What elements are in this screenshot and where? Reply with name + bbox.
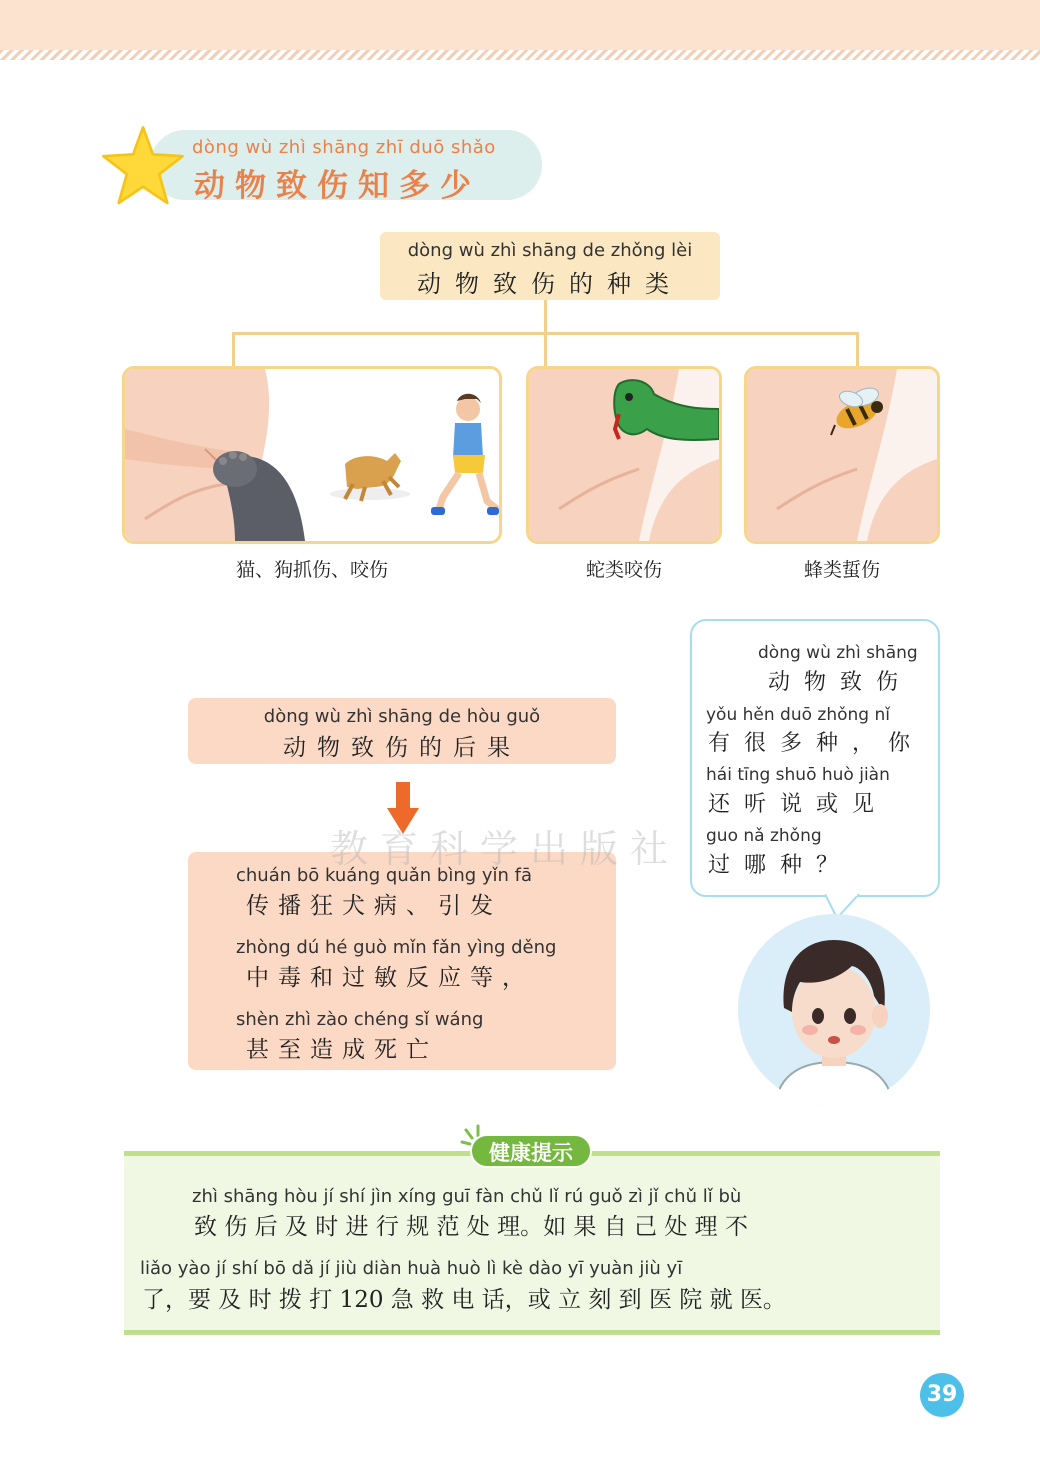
types-box [380, 232, 720, 300]
bubble-text-1: 动物致伤 [768, 670, 913, 695]
effect-pinyin-1: chuán bō kuáng quǎn bìng yǐn fā [236, 865, 533, 886]
health-tip-label: 健康提示 [470, 1134, 592, 1168]
star-icon [98, 122, 188, 212]
effect-text-2: 中毒和过敏反应等， [246, 965, 534, 991]
types-pinyin: dòng wù zhì shāng de zhǒng lèi [407, 240, 693, 261]
connector-middle [544, 332, 547, 368]
tip-text-1: 致 伤 后 及 时 进 行 规 范 处 理。如 果 自 己 处 理 不 [194, 1214, 748, 1240]
card-snake [526, 366, 722, 544]
bubble-pinyin-1: dòng wù zhì shāng [758, 643, 918, 663]
girl-avatar [734, 912, 934, 1108]
card-label-snake: 蛇类咬伤 [585, 559, 662, 581]
effect-pinyin-3: shèn zhì zào chéng sǐ wáng [236, 1009, 484, 1030]
bubble-pinyin-4: guo nǎ zhǒng [706, 826, 822, 846]
bubble-text-2: 有很多种，你 [708, 731, 925, 756]
cat-dog-illustration [125, 369, 499, 541]
page-title: 动物致伤知多少 [194, 168, 481, 204]
consequence-box [188, 698, 616, 764]
effect-pinyin-2: zhòng dú hé guò mǐn fǎn yìng děng [236, 937, 557, 958]
speech-bubble [690, 619, 940, 897]
tip-pinyin-1: zhì shāng hòu jí shí jìn xíng guī fàn chǔ lǐ rú guǒ zì jǐ chǔ lǐ bù [192, 1186, 742, 1207]
bee-illustration [747, 369, 937, 541]
bubble-pinyin-2: yǒu hěn duō zhǒng nǐ [706, 705, 890, 725]
card-bee [744, 366, 940, 544]
title-pinyin: dòng wù zhì shāng zhī duō shǎo [192, 137, 496, 158]
connector-right [856, 332, 859, 368]
page-number: 39 [920, 1373, 964, 1417]
card-label-bee: 蜂类蜇伤 [803, 559, 880, 581]
bubble-pinyin-3: hái tīng shuō huò jiàn [706, 765, 890, 785]
types-heading: 动物致伤的种类 [417, 270, 683, 298]
card-label-cat-dog: 猫、狗抓伤、咬伤 [235, 559, 388, 581]
bubble-text-4: 过哪种？ [708, 853, 853, 878]
snake-illustration [529, 369, 719, 541]
effect-text-3: 甚至造成死亡 [246, 1037, 438, 1063]
consequence-heading: 动物致伤的后果 [283, 735, 521, 761]
top-band [0, 0, 1040, 56]
tip-text-2: 了，要 及 时 拨 打 120 急 救 电 话，或 立 刻 到 医 院 就 医。 [142, 1287, 786, 1313]
publisher-watermark: 教育科学出版社 [330, 827, 681, 871]
bubble-text-3: 还听说或见 [708, 792, 889, 817]
connector-left [232, 332, 235, 368]
effect-text-1: 传播狂犬病、引发 [246, 893, 502, 919]
connector-vertical [544, 300, 547, 333]
card-cat-dog [122, 366, 502, 544]
top-band-edge [0, 50, 1040, 60]
effects-box [188, 852, 616, 1070]
consequence-pinyin: dòng wù zhì shāng de hòu guǒ [263, 706, 541, 727]
tip-pinyin-2: liǎo yào jí shí bō dǎ jí jiù diàn huà huò lì kè dào yī yuàn jiù yī [140, 1258, 683, 1279]
